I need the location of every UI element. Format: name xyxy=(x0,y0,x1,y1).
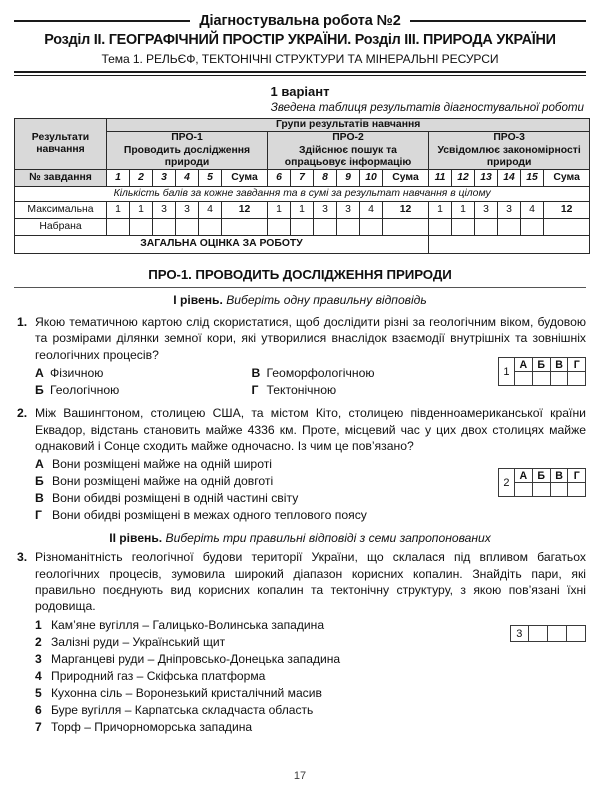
cell-task-g3-4: 14 xyxy=(498,170,521,187)
sections-heading: Розділ II. ГЕОГРАФІЧНИЙ ПРОСТІР УКРАЇНИ. Розділ III. ПРИРОДА УКРАЇНИ xyxy=(44,32,556,48)
option-label: Вони обидві розміщені в одній частині світу xyxy=(52,490,299,505)
question-3-text: Різноманітність геологічної будови території України, що склалася під впливом багатьох геологічних процесів, зумовила широкий діапазон корисних копалин. Знайдіть пари, які правильно поєднують вид корисних копалин та тектонічну структуру, з якою пов’язані їхні родовища. xyxy=(35,550,586,613)
cell-scored-g2-4[interactable] xyxy=(337,219,360,236)
masthead-rule-left xyxy=(14,20,190,22)
cell-scored-g2-1[interactable] xyxy=(268,219,291,236)
question-3-item-7[interactable] xyxy=(35,719,586,736)
theme-heading: Тема 1. РЕЛЬЄФ, ТЕКТОНІЧНІ СТРУКТУРИ ТА МІНЕРАЛЬНІ РЕСУРСИ xyxy=(101,52,499,66)
cell-scored-g3-4[interactable] xyxy=(498,219,521,236)
cell-max-g1-3: 3 xyxy=(153,202,176,219)
header-divider xyxy=(14,71,586,76)
group-2-code: ПРО-2 xyxy=(332,132,364,144)
answer-grid-col-g: Г xyxy=(568,358,586,372)
answer-grid-qid: 2 xyxy=(499,469,515,497)
option-label: Геоморфологічною xyxy=(266,365,375,380)
masthead xyxy=(14,13,586,29)
answer-grid-col-g: Г xyxy=(568,469,586,483)
answer-grid-qid: 3 xyxy=(511,626,529,642)
table-row-task-numbers xyxy=(15,170,590,187)
cell-total-value[interactable] xyxy=(429,236,590,254)
question-3-items xyxy=(14,617,586,735)
answer-cell-b[interactable] xyxy=(532,483,550,497)
cell-task-g1-4: 4 xyxy=(176,170,199,187)
cell-points-note: Кількість балів за кожне завдання та в сумі за результат навчання в цілому xyxy=(15,187,590,202)
cell-scored-g1-5[interactable] xyxy=(199,219,222,236)
question-3-answer-grid[interactable] xyxy=(510,625,586,642)
item-label: Природний газ – Скіфська платформа xyxy=(51,668,266,683)
pro-heading-rule xyxy=(14,287,586,288)
answer-cell-b[interactable] xyxy=(532,372,550,386)
question-1-option-a[interactable] xyxy=(35,365,252,382)
cell-task-g2-1: 6 xyxy=(268,170,291,187)
question-1-answer-grid[interactable] xyxy=(498,357,586,386)
cell-max-g1-5: 4 xyxy=(199,202,222,219)
cell-scored-g1-1[interactable] xyxy=(107,219,130,236)
cell-max-g1-1: 1 xyxy=(107,202,130,219)
option-key: Б xyxy=(35,382,44,397)
cell-task-g1-2: 2 xyxy=(130,170,153,187)
question-2-option-a[interactable] xyxy=(35,456,468,473)
cell-results-header: Результати навчання xyxy=(15,119,107,170)
cell-task-g2-2: 7 xyxy=(291,170,314,187)
option-key: В xyxy=(35,490,44,505)
variant-label: 1 варіант xyxy=(270,84,330,99)
cell-max-sum-g1: 12 xyxy=(222,202,268,219)
cell-max-g1-4: 3 xyxy=(176,202,199,219)
cell-scored-g3-5[interactable] xyxy=(521,219,544,236)
answer-cell-a[interactable] xyxy=(514,372,532,386)
group-3-code: ПРО-3 xyxy=(493,132,525,144)
cell-task-row-label: № завдання xyxy=(15,170,107,187)
table-row-note xyxy=(15,187,590,202)
cell-task-g3-3: 13 xyxy=(475,170,498,187)
cell-scored-g2-5[interactable] xyxy=(360,219,383,236)
table-row-groups-title xyxy=(15,119,590,132)
option-key: А xyxy=(35,457,44,472)
page-number: 17 xyxy=(293,770,307,782)
answer-grid-col-b: Б xyxy=(532,469,550,483)
cell-group-1 xyxy=(107,132,268,170)
cell-max-g3-2: 1 xyxy=(452,202,475,219)
cell-scored-g1-3[interactable] xyxy=(153,219,176,236)
level-1-line xyxy=(14,293,586,307)
answer-cell-g[interactable] xyxy=(568,483,586,497)
cell-max-g2-5: 4 xyxy=(360,202,383,219)
cell-max-sum-g3: 12 xyxy=(544,202,590,219)
item-key: 5 xyxy=(35,685,42,700)
cell-max-g3-4: 3 xyxy=(498,202,521,219)
question-2 xyxy=(14,405,586,523)
cell-scored-label: Набрана xyxy=(15,219,107,236)
option-key: В xyxy=(251,365,261,380)
level-2-line xyxy=(14,531,586,545)
item-key: 4 xyxy=(35,668,42,683)
cell-task-g3-5: 15 xyxy=(521,170,544,187)
cell-scored-sum-g2[interactable] xyxy=(383,219,429,236)
cell-task-g3-2: 12 xyxy=(452,170,475,187)
worksheet-page xyxy=(0,13,600,800)
cell-max-g2-1: 1 xyxy=(268,202,291,219)
item-key: 3 xyxy=(35,652,42,667)
option-key: Г xyxy=(251,382,259,397)
cell-total-label: ЗАГАЛЬНА ОЦІНКА ЗА РОБОТУ xyxy=(15,236,429,254)
option-key: Г xyxy=(35,507,42,522)
cell-scored-sum-g3[interactable] xyxy=(544,219,590,236)
answer-cell-g[interactable] xyxy=(568,372,586,386)
answer-grid-col-b: Б xyxy=(532,358,550,372)
cell-task-g3-1: 11 xyxy=(429,170,452,187)
question-1-number: 1. xyxy=(17,315,28,330)
summary-table-caption: Зведена таблиця результатів діагностувальної роботи xyxy=(270,101,584,114)
group-1-code: ПРО-1 xyxy=(171,132,203,144)
cell-scored-g3-3[interactable] xyxy=(475,219,498,236)
item-label: Кухонна сіль – Воронезький кристалічний масив xyxy=(51,685,322,700)
document-title: Діагностувальна робота №2 xyxy=(199,13,401,29)
cell-max-g2-3: 3 xyxy=(314,202,337,219)
cell-sum-label-g2: Сума xyxy=(383,170,429,187)
answer-cell-2[interactable] xyxy=(547,626,566,642)
level-2-desc: Виберіть три правильні відповіді з семи запропонованих xyxy=(165,531,491,546)
question-2-number: 2. xyxy=(17,406,28,421)
answer-cell-v[interactable] xyxy=(550,483,568,497)
table-row-total xyxy=(15,236,590,254)
cell-scored-g3-2[interactable] xyxy=(452,219,475,236)
cell-group-3 xyxy=(429,132,590,170)
level-1-desc: Виберіть одну правильну відповідь xyxy=(226,293,427,308)
answer-grid-qid: 1 xyxy=(499,358,515,386)
masthead-rule-right xyxy=(410,20,586,22)
cell-scored-sum-g1[interactable] xyxy=(222,219,268,236)
group-2-desc: Здійснює пошук та опрацьовує інформацію xyxy=(284,144,412,168)
option-label: Вони розміщені майже на одній широті xyxy=(52,457,273,472)
option-label: Вони обидві розміщені в межах одного теплового поясу xyxy=(52,507,367,522)
question-3-item-3[interactable] xyxy=(35,651,586,668)
level-2-name: II рівень. xyxy=(109,531,163,546)
answer-cell-v[interactable] xyxy=(550,372,568,386)
item-label: Буре вугілля – Карпатська складчаста область xyxy=(51,702,314,717)
option-label: Фізичною xyxy=(50,365,104,380)
option-label: Вони розміщені майже на одній довготі xyxy=(52,473,274,488)
item-key: 2 xyxy=(35,635,42,650)
cell-max-g1-2: 1 xyxy=(130,202,153,219)
level-1-name: I рівень. xyxy=(173,293,223,308)
item-key: 7 xyxy=(35,719,42,734)
group-3-desc: Усвідомлює закономірності природи xyxy=(437,144,581,168)
cell-max-sum-g2: 12 xyxy=(383,202,429,219)
cell-task-g2-4: 9 xyxy=(337,170,360,187)
cell-scored-g2-2[interactable] xyxy=(291,219,314,236)
cell-group-2 xyxy=(268,132,429,170)
table-row-scored xyxy=(15,219,590,236)
option-label: Геологічною xyxy=(50,382,120,397)
cell-scored-g2-3[interactable] xyxy=(314,219,337,236)
summary-results-table xyxy=(14,118,590,254)
question-3 xyxy=(14,549,586,735)
cell-sum-label-g3: Сума xyxy=(544,170,590,187)
cell-max-g3-5: 4 xyxy=(521,202,544,219)
question-3-item-6[interactable] xyxy=(35,702,586,719)
question-3-item-1[interactable] xyxy=(35,617,586,634)
cell-task-g2-5: 10 xyxy=(360,170,383,187)
cell-sum-label-g1: Сума xyxy=(222,170,268,187)
pro-section-heading: ПРО-1. ПРОВОДИТЬ ДОСЛІДЖЕННЯ ПРИРОДИ xyxy=(148,267,452,283)
question-1-option-b[interactable] xyxy=(35,382,252,399)
cell-scored-g3-1[interactable] xyxy=(429,219,452,236)
group-1-desc: Проводить дослідження природи xyxy=(123,144,251,168)
cell-groups-header: Групи результатів навчання xyxy=(107,119,590,132)
question-2-answer-grid[interactable] xyxy=(498,468,586,497)
item-label: Залізні руди – Український щит xyxy=(51,635,226,650)
answer-cell-1[interactable] xyxy=(528,626,547,642)
answer-cell-a[interactable] xyxy=(514,483,532,497)
cell-scored-g1-4[interactable] xyxy=(176,219,199,236)
question-3-number: 3. xyxy=(17,550,28,565)
cell-task-g1-5: 5 xyxy=(199,170,222,187)
item-key: 6 xyxy=(35,702,42,717)
cell-task-g1-1: 1 xyxy=(107,170,130,187)
cell-max-g2-2: 1 xyxy=(291,202,314,219)
question-2-option-b[interactable] xyxy=(35,473,468,490)
cell-max-g2-4: 3 xyxy=(337,202,360,219)
option-key: А xyxy=(35,365,44,380)
option-label: Тектонічною xyxy=(266,382,337,397)
question-1 xyxy=(14,314,586,398)
question-2-text: Між Вашингтоном, столицею США, та містом Кіто, столицею південноамериканської країни Еквадор, відстань становить майже 4336 км. Проте, місцевий час у цих двох столицях майже однаковий і Сонце сходить майже одночасно. Із чим це пов’язано? xyxy=(35,406,586,453)
cell-task-g2-3: 8 xyxy=(314,170,337,187)
question-1-option-v[interactable] xyxy=(252,365,469,382)
question-3-item-2[interactable] xyxy=(35,634,586,651)
cell-max-label: Максимальна xyxy=(15,202,107,219)
item-label: Торф – Причорноморська западина xyxy=(51,719,253,734)
question-3-item-4[interactable] xyxy=(35,668,586,685)
question-2-option-g[interactable] xyxy=(35,507,468,524)
answer-grid-col-v: В xyxy=(550,469,568,483)
cell-task-g1-3: 3 xyxy=(153,170,176,187)
option-key: Б xyxy=(35,473,44,488)
question-3-item-5[interactable] xyxy=(35,685,586,702)
answer-grid-col-v: В xyxy=(550,358,568,372)
answer-grid-col-a: А xyxy=(514,358,532,372)
cell-max-g3-1: 1 xyxy=(429,202,452,219)
answer-grid-col-a: А xyxy=(514,469,532,483)
item-key: 1 xyxy=(35,618,42,633)
cell-scored-g1-2[interactable] xyxy=(130,219,153,236)
question-2-option-v[interactable] xyxy=(35,490,468,507)
item-label: Кам’яне вугілля – Галицько-Волинська западина xyxy=(51,618,325,633)
item-label: Марганцеві руди – Дніпровсько-Донецька западина xyxy=(51,652,341,667)
question-1-text: Якою тематичною картою слід скористатися, щоб дослідити різні за геологічним віком, будовою та розмірами ділянки земної кори, які утворилися внаслідок взаємодії внутрішніх та зовнішніх геологічних процесів? xyxy=(35,315,586,362)
cell-max-g3-3: 3 xyxy=(475,202,498,219)
table-row-maximum xyxy=(15,202,590,219)
question-1-option-g[interactable] xyxy=(252,382,469,399)
answer-cell-3[interactable] xyxy=(566,626,585,642)
